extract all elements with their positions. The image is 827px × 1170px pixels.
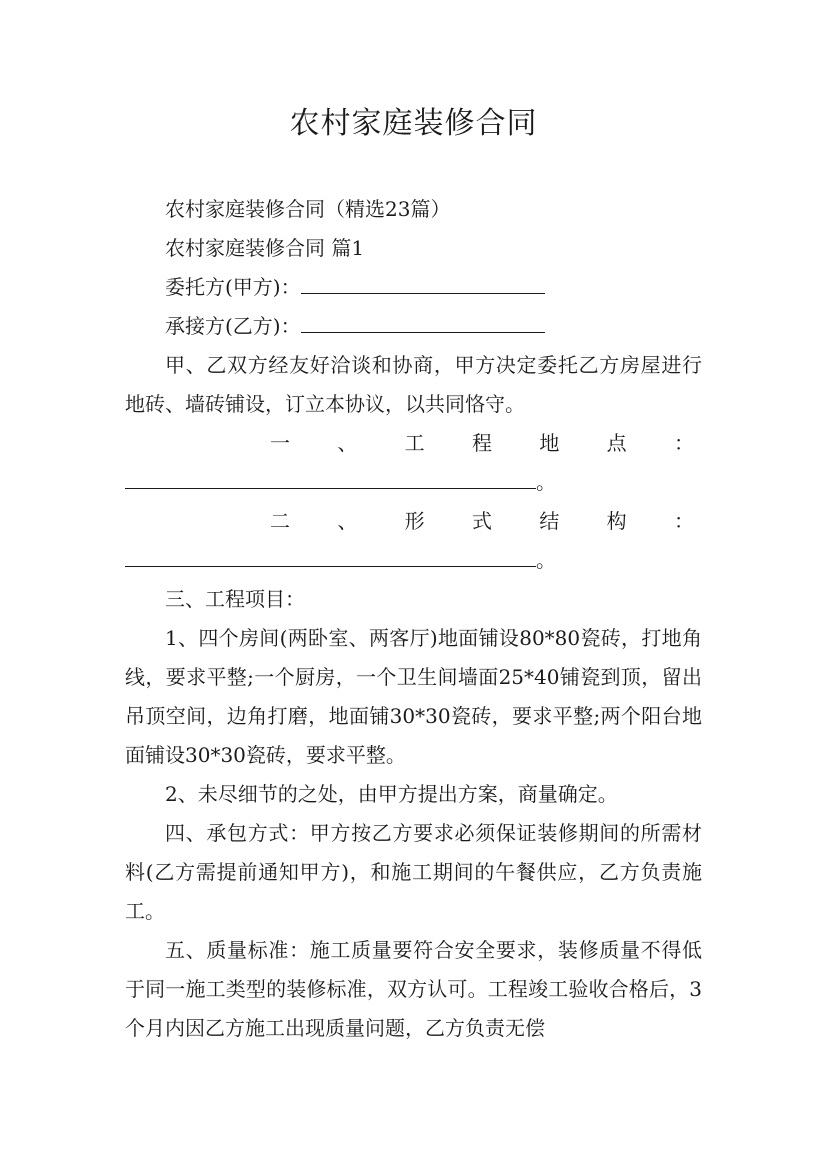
item2-char: 构 (606, 509, 627, 533)
party-b-blank (301, 310, 545, 333)
item2-blank-line (125, 541, 702, 580)
party-b-line (125, 307, 702, 346)
item2-char: 结 (539, 509, 560, 533)
item1-char: 点 (606, 431, 627, 455)
item1-char: 程 (471, 431, 492, 455)
section-heading: 农村家庭装修合同 篇1 (165, 236, 365, 260)
item1-heading (125, 424, 702, 463)
item1-char: 地 (539, 431, 560, 455)
party-a-line (125, 268, 702, 307)
party-a-blank (301, 271, 545, 294)
item2-char: 二 (270, 509, 290, 533)
item4-paragraph: 四、承包方式：甲方按乙方要求必须保证装修期间的所需材料(乙方需提前通知甲方)，和施工期间的午餐供应，乙方负责施工。 (125, 821, 702, 923)
item1-blank (125, 466, 536, 489)
item1-blank-line (125, 463, 702, 502)
document-body (125, 190, 702, 1048)
subtitle: 农村家庭装修合同（精选23篇） (165, 197, 451, 221)
item1-char: 工 (404, 431, 425, 455)
item3-heading: 三、工程项目： (165, 587, 305, 611)
document-title: 农村家庭装修合同 (289, 106, 538, 141)
item2-char: 形 (404, 509, 425, 533)
party-b-label: 承接方(乙方)： (165, 314, 301, 338)
item2-char: ： (673, 509, 694, 533)
party-a-label: 委托方(甲方)： (165, 275, 301, 299)
intro-paragraph: 甲、乙双方经友好洽谈和协商，甲方决定委托乙方房屋进行地砖、墙砖铺设，订立本协议，以共同恪守。 (125, 353, 702, 416)
item3-point1: 1、四个房间(两卧室、两客厅)地面铺设80*80瓷砖，打地角线，要求平整;一个厨房，一个卫生间墙面25*40铺瓷到顶，留出吊顶空间，边角打磨，地面铺30*30瓷砖，要求平整;两个阳台地面铺设30*30瓷砖，要求平整。 (125, 626, 702, 767)
item3-point2: 2、未尽细节的之处，由甲方提出方案，商量确定。 (165, 782, 618, 806)
item2-char: 式 (471, 509, 492, 533)
item1-char: 一 (270, 431, 290, 455)
item1-char: 、 (337, 431, 358, 455)
item2-heading (125, 502, 702, 541)
line-end: 。 (536, 548, 556, 572)
line-end: 。 (536, 470, 556, 494)
item2-char: 、 (337, 509, 358, 533)
item2-blank (125, 544, 536, 567)
item5-paragraph: 五、质量标准：施工质量要符合安全要求，装修质量不得低于同一施工类型的装修标准，双方认可。工程竣工验收合格后，3个月内因乙方施工出现质量问题，乙方负责无偿 (125, 938, 702, 1040)
item1-char: ： (673, 431, 694, 455)
